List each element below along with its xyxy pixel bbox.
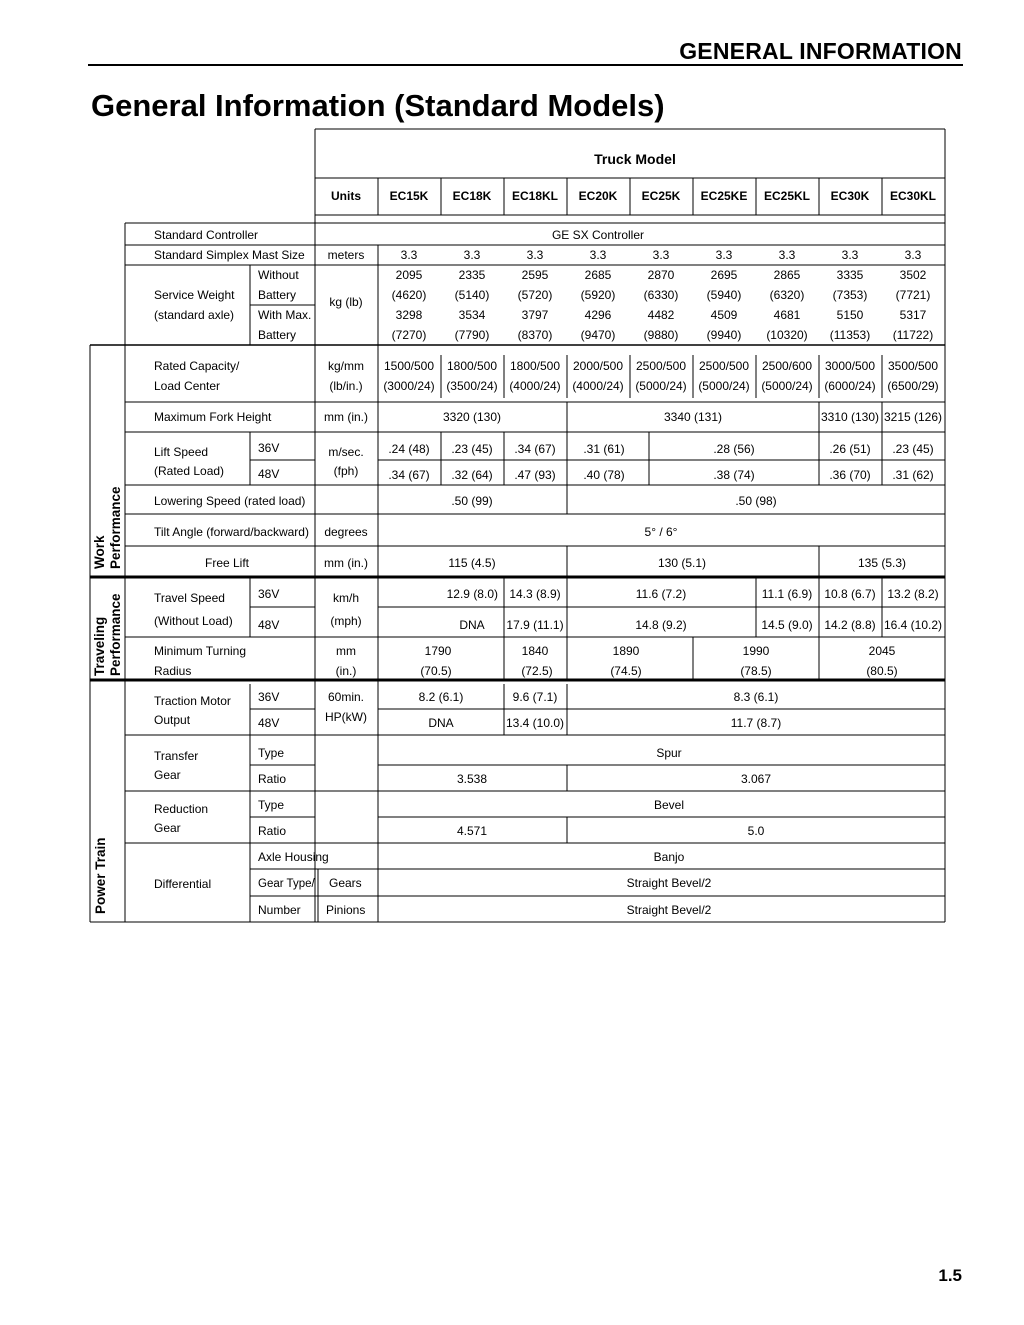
weight-with-lb-row xyxy=(392,328,934,342)
table-cell: 2335 xyxy=(458,268,486,282)
sub-label: Without xyxy=(258,268,299,282)
table-cell: (5720) xyxy=(517,288,553,302)
lift-speed-36v-row xyxy=(388,442,933,456)
table-cell: .34 (67) xyxy=(514,442,556,456)
row-label: Gear xyxy=(154,768,181,782)
capacity-metric-row xyxy=(384,359,938,373)
table-cell: .23 (45) xyxy=(892,442,934,456)
table-cell: (4000/24) xyxy=(572,379,624,393)
table-cell: (4000/24) xyxy=(509,379,561,393)
row-label: Output xyxy=(154,713,191,727)
table-cell: .31 (61) xyxy=(583,442,625,456)
row-label: Standard Controller xyxy=(154,228,259,242)
table-cell: Straight Bevel/2 xyxy=(626,876,712,890)
sub-label: Ratio xyxy=(258,772,287,786)
sub-label: 48V xyxy=(258,716,280,730)
travel-36v-row xyxy=(447,587,939,601)
table-cell: 9.6 (7.1) xyxy=(512,690,558,704)
table-cell: 2695 xyxy=(710,268,738,282)
section-label-traveling: Performance xyxy=(108,593,123,676)
table-cell: 4.571 xyxy=(456,824,488,838)
table-cell: GE SX Controller xyxy=(551,228,645,242)
model-header: EC20K xyxy=(578,189,618,203)
truck-model-header: Truck Model xyxy=(594,151,676,167)
table-cell: 14.3 (8.9) xyxy=(509,587,561,601)
table-cell: 3.3 xyxy=(904,248,922,262)
unit-cell: m/sec. xyxy=(328,445,364,459)
model-header: EC30KL xyxy=(889,189,937,203)
table-cell: .36 (70) xyxy=(829,468,871,482)
turning-mm-row xyxy=(425,644,896,658)
sub-label: Number xyxy=(258,903,301,917)
table-cell: 1840 xyxy=(521,644,549,658)
row-label: Maximum Fork Height xyxy=(154,410,272,424)
table-cell: (6000/24) xyxy=(824,379,876,393)
table-cell: (3000/24) xyxy=(383,379,435,393)
table-cell: .31 (62) xyxy=(892,468,934,482)
table-cell: .24 (48) xyxy=(388,442,430,456)
traction-48v-row xyxy=(428,716,781,730)
capacity-imperial-row xyxy=(383,379,938,393)
sub-label: Battery xyxy=(258,328,297,342)
section-header: GENERAL INFORMATION xyxy=(679,38,962,64)
model-header: EC25KE xyxy=(700,189,748,203)
table-cell: (6500/29) xyxy=(887,379,939,393)
table-cell: 13.4 (10.0) xyxy=(505,716,565,730)
table-cell: (8370) xyxy=(517,328,553,342)
sub-label: Gear Type/ xyxy=(258,878,315,890)
table-cell: 1790 xyxy=(424,644,452,658)
table-cell: 1800/500 xyxy=(446,359,498,373)
table-cell: 3.3 xyxy=(463,248,481,262)
table-cell: (9880) xyxy=(643,328,679,342)
table-cell: 2000/500 xyxy=(572,359,624,373)
row-label: Service Weight xyxy=(154,288,235,302)
table-cell: 13.2 (8.2) xyxy=(887,587,939,601)
table-cell: 1990 xyxy=(742,644,770,658)
table-cell: 8.3 (6.1) xyxy=(733,690,779,704)
weight-without-kg-row xyxy=(396,268,927,282)
table-cell: 3502 xyxy=(899,268,927,282)
sub-label: Axle Housing xyxy=(258,850,329,864)
unit-cell: (fph) xyxy=(333,464,359,478)
row-label: Radius xyxy=(154,664,192,678)
table-cell: 2595 xyxy=(521,268,549,282)
row-label: (Without Load) xyxy=(154,614,233,628)
row-label: Minimum Turning xyxy=(154,644,247,658)
table-cell: 3.538 xyxy=(456,772,488,786)
table-cell: 5.0 xyxy=(747,824,765,838)
table-cell: Straight Bevel/2 xyxy=(626,903,712,917)
row-label: (Rated Load) xyxy=(154,464,225,478)
units-header: Units xyxy=(331,189,361,203)
lift-speed-48v-row xyxy=(388,468,933,482)
row-label: Free Lift xyxy=(205,556,250,570)
table-cell: Spur xyxy=(656,746,682,760)
row-label: Standard Simplex Mast Size xyxy=(154,248,305,262)
table-cell: .32 (64) xyxy=(451,468,493,482)
table-cell: .28 (56) xyxy=(713,442,755,456)
table-cell: (7790) xyxy=(454,328,490,342)
unit-cell: (in.) xyxy=(335,664,357,678)
sub-label: Gears xyxy=(329,876,362,890)
unit-cell: mm (in.) xyxy=(324,556,368,570)
table-cell: .26 (51) xyxy=(829,442,871,456)
unit-cell: (lb/in.) xyxy=(329,379,363,393)
table-cell: 2095 xyxy=(395,268,423,282)
table-cell: Bevel xyxy=(653,798,685,812)
model-header: EC25K xyxy=(641,189,681,203)
row-label: Load Center xyxy=(154,379,221,393)
table-cell: (5940) xyxy=(706,288,742,302)
table-cell: 11.6 (7.2) xyxy=(635,587,687,601)
table-cell: 3215 (126) xyxy=(883,410,943,424)
table-cell: 4681 xyxy=(773,308,801,322)
row-label: Traction Motor xyxy=(154,694,231,708)
unit-cell: km/h xyxy=(332,591,360,605)
table-cell: 3.3 xyxy=(778,248,796,262)
section-label-power-train: Power Train xyxy=(93,837,108,914)
table-cell: .38 (74) xyxy=(713,468,755,482)
table-cell: 2500/500 xyxy=(635,359,687,373)
table-cell: DNA xyxy=(428,716,454,730)
table-cell: 5317 xyxy=(899,308,927,322)
table-cell: 3.3 xyxy=(589,248,607,262)
sub-label: 36V xyxy=(258,441,280,455)
row-label: Gear xyxy=(154,821,181,835)
table-cell: (74.5) xyxy=(610,664,642,678)
row-label: Rated Capacity/ xyxy=(154,359,240,373)
sub-label: Ratio xyxy=(258,824,287,838)
table-cell: (4620) xyxy=(391,288,427,302)
table-cell: 14.5 (9.0) xyxy=(761,618,813,632)
row-label: Travel Speed xyxy=(154,591,225,605)
table-cell: 11.1 (6.9) xyxy=(761,587,813,601)
table-cell: 3000/500 xyxy=(824,359,876,373)
table-cell: 3.3 xyxy=(841,248,859,262)
table-cell: 10.8 (6.7) xyxy=(824,587,876,601)
unit-cell: kg (lb) xyxy=(329,295,363,309)
table-cell: 1800/500 xyxy=(509,359,561,373)
weight-with-kg-row xyxy=(396,308,927,322)
row-label: (standard axle) xyxy=(154,308,235,322)
table-cell: 4296 xyxy=(584,308,612,322)
table-cell: 2870 xyxy=(647,268,675,282)
table-cell: 16.4 (10.2) xyxy=(883,618,943,632)
table-cell: 3340 (131) xyxy=(663,410,723,424)
row-label: Reduction xyxy=(154,802,209,816)
row-label: Lift Speed xyxy=(154,445,209,459)
sub-label: Pinions xyxy=(326,903,366,917)
section-label-work: Work xyxy=(92,535,107,569)
sub-label: 48V xyxy=(258,618,280,632)
table-cell: (5000/24) xyxy=(698,379,750,393)
row-label: Lowering Speed (rated load) xyxy=(154,494,306,508)
table-cell: .47 (93) xyxy=(514,468,556,482)
table-cell: (72.5) xyxy=(521,664,553,678)
table-cell: 3335 xyxy=(836,268,864,282)
table-cell: 4509 xyxy=(710,308,738,322)
table-cell: 4482 xyxy=(647,308,675,322)
table-cell: (78.5) xyxy=(740,664,772,678)
table-cell: (80.5) xyxy=(866,664,898,678)
row-label: Transfer xyxy=(154,749,199,763)
table-cell: 3.3 xyxy=(715,248,733,262)
table-cell: DNA xyxy=(459,618,485,632)
table-cell: (5000/24) xyxy=(761,379,813,393)
table-cell: 2500/500 xyxy=(698,359,750,373)
table-cell: 115 (4.5) xyxy=(448,556,496,570)
table-cell: (7353) xyxy=(832,288,868,302)
table-cell: (7721) xyxy=(895,288,931,302)
table-cell: 3.067 xyxy=(740,772,772,786)
row-label: Tilt Angle (forward/backward) xyxy=(154,525,309,539)
unit-cell: 60min. xyxy=(327,690,365,704)
table-cell: (9940) xyxy=(706,328,742,342)
table-cell: .50 (99) xyxy=(451,494,493,508)
table-cell: 3298 xyxy=(395,308,423,322)
sub-label: 36V xyxy=(258,690,280,704)
model-header: EC18KL xyxy=(511,189,559,203)
table-cell: 12.9 (8.0) xyxy=(446,587,498,601)
unit-cell: kg/mm xyxy=(328,359,364,373)
unit-cell: HP(kW) xyxy=(325,710,367,724)
table-cell: 2500/600 xyxy=(761,359,813,373)
table-cell: 2865 xyxy=(773,268,801,282)
sub-label: Battery xyxy=(258,288,297,302)
table-cell: (5000/24) xyxy=(635,379,687,393)
table-cell: 135 (5.3) xyxy=(857,556,907,570)
sub-label: Type xyxy=(258,746,285,760)
table-cell: 2045 xyxy=(868,644,896,658)
table-cell: 3.3 xyxy=(652,248,670,262)
unit-cell: mm xyxy=(336,644,356,658)
table-cell: 3797 xyxy=(521,308,549,322)
table-cell: (9470) xyxy=(580,328,616,342)
sub-label: Type xyxy=(258,798,285,812)
table-cell: 2685 xyxy=(584,268,612,282)
weight-without-lb-row xyxy=(392,288,931,302)
table-cell: (70.5) xyxy=(420,664,452,678)
table-cell: (5920) xyxy=(580,288,616,302)
sub-label: 48V xyxy=(258,467,280,481)
table-cell: .23 (45) xyxy=(451,442,493,456)
row-label: Differential xyxy=(154,877,212,891)
sub-label: With Max. xyxy=(258,308,312,322)
table-cell: 5° / 6° xyxy=(644,525,678,539)
table-cell: Banjo xyxy=(653,850,685,864)
model-header: EC15K xyxy=(389,189,429,203)
table-cell: 3500/500 xyxy=(887,359,939,373)
unit-cell: mm (in.) xyxy=(324,410,368,424)
table-cell: (10320) xyxy=(766,328,808,342)
table-cell: (6320) xyxy=(769,288,805,302)
section-label-work: Performance xyxy=(108,486,123,569)
table-cell: .50 (98) xyxy=(735,494,777,508)
table-cell: 3.3 xyxy=(526,248,544,262)
table-cell: .34 (67) xyxy=(388,468,430,482)
travel-48v-row xyxy=(459,618,942,632)
page-title: General Information (Standard Models) xyxy=(91,88,665,123)
model-header: EC25KL xyxy=(763,189,811,203)
section-label-traveling: Traveling xyxy=(92,616,107,676)
table-cell: 17.9 (11.1) xyxy=(506,618,564,632)
model-header: EC18K xyxy=(452,189,492,203)
turning-in-row xyxy=(420,664,897,678)
table-cell: 3320 (130) xyxy=(442,410,502,424)
table-cell: (6330) xyxy=(643,288,679,302)
table-cell: 3310 (130) xyxy=(820,410,880,424)
table-cell: 130 (5.1) xyxy=(657,556,707,570)
model-header: EC30K xyxy=(830,189,870,203)
table-cell: 1890 xyxy=(612,644,640,658)
table-cell: .40 (78) xyxy=(583,468,625,482)
table-cell: 14.8 (9.2) xyxy=(635,618,687,632)
sub-label: 36V xyxy=(258,587,280,601)
table-cell: 14.2 (8.8) xyxy=(824,618,876,632)
unit-cell: degrees xyxy=(324,525,368,539)
table-cell: (7270) xyxy=(391,328,427,342)
table-cell: 1500/500 xyxy=(383,359,435,373)
page-number: 1.5 xyxy=(938,1266,962,1285)
table-cell: 5150 xyxy=(836,308,864,322)
table-cell: (11722) xyxy=(892,328,934,342)
traction-36v-row xyxy=(419,690,779,704)
table-cell: (11353) xyxy=(829,328,871,342)
table-cell: (3500/24) xyxy=(446,379,498,393)
table-cell: 11.7 (8.7) xyxy=(730,716,782,730)
unit-cell: meters xyxy=(327,248,365,262)
unit-cell: (mph) xyxy=(330,614,362,628)
table-cell: 3.3 xyxy=(400,248,418,262)
table-cell: 3534 xyxy=(458,308,486,322)
table-cell: (5140) xyxy=(454,288,490,302)
table-cell: 8.2 (6.1) xyxy=(418,690,464,704)
